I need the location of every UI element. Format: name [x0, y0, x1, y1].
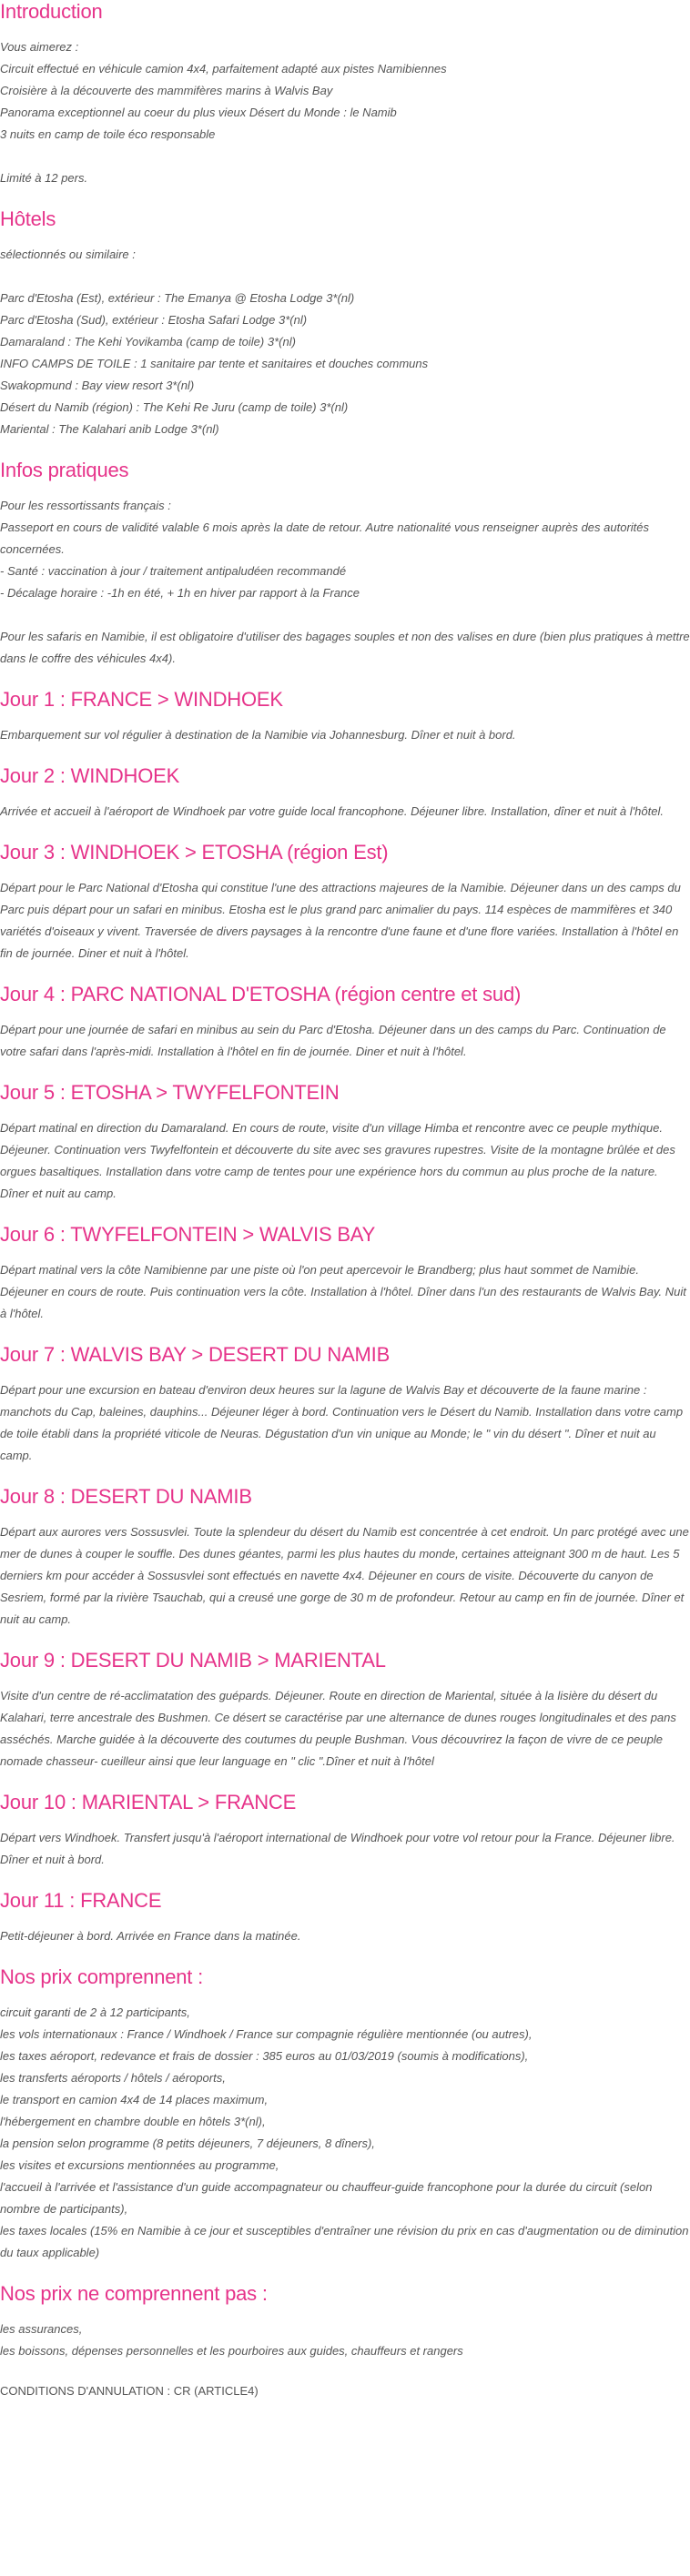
day-section: [0, 1485, 690, 1631]
day-section: [0, 983, 690, 1063]
infos-pratiques-line: Pour les safaris en Namibie, il est obligatoire d'utiliser des bagages souples et non des valises en dure (bien plus pratiques à mettre dans le coffre des véhicules 4x4).: [0, 630, 690, 665]
day-title: Jour 6 : TWYFELFONTEIN > WALVIS BAY: [0, 1223, 376, 1246]
infos-pratiques-line: Pour les ressortissants français :: [0, 499, 171, 512]
hotels-line: Parc d'Etosha (Est), extérieur : The Emanya @ Etosha Lodge 3*(nl): [0, 291, 355, 305]
prices-include-line: les taxes aéroport, redevance et frais de dossier : 385 euros au 01/03/2019 (soumis à modifications),: [0, 2049, 529, 2063]
prices-include-line: l'hébergement en chambre double en hôtels 3*(nl),: [0, 2115, 266, 2128]
prices-include-line: les vols internationaux : France / Windhoek / France sur compagnie régulière mentionnée (ou autres),: [0, 2027, 533, 2041]
day-title: Jour 2 : WINDHOEK: [0, 764, 180, 787]
introduction-body: [0, 36, 690, 189]
introduction-line: Vous aimerez :: [0, 40, 79, 54]
day-description: Visite d'un centre de ré-acclimatation des guépards. Déjeuner. Route en direction de Mariental, située à la lisière du désert du Kalahari, terre ancestrale des Bushmen. Ce désert se caractérise par une alternance de dunes rouges longitudinales et des pans asséchés. Marche guidée à la découverte des coutumes du peuple Bushman. Vous découvrirez la façon de vivre de ce peuple nomade chasseur- cueilleur ainsi que leur language en " clic ".Dîner et nuit à l'hôtel: [0, 1689, 676, 1768]
hotels-line: Damaraland : The Kehi Yovikamba (camp de toile) 3*(nl): [0, 335, 296, 349]
infos-pratiques-line: - Santé : vaccination à jour / traitement antipaludéen recommandé: [0, 564, 347, 578]
day-description: Départ vers Windhoek. Transfert jusqu'à l'aéroport international de Windhoek pour votre vol retour pour la France. Déjeuner libre. Dîner et nuit à bord.: [0, 1831, 675, 1866]
day-title: Jour 10 : MARIENTAL > FRANCE: [0, 1791, 297, 1813]
prices-include-line: circuit garanti de 2 à 12 participants,: [0, 2005, 190, 2019]
day-section: [0, 688, 690, 746]
prices-include-body: [0, 2002, 690, 2264]
day-section: [0, 1791, 690, 1871]
prices-include-line: la pension selon programme (8 petits déjeuners, 7 déjeuners, 8 dîners),: [0, 2137, 375, 2150]
hotels-line: sélectionnés ou similaire :: [0, 247, 136, 261]
day-section: [0, 764, 690, 823]
prices-include-line: les transferts aéroports / hôtels / aéroports,: [0, 2071, 226, 2085]
prices-exclude-line: les boissons, dépenses personnelles et les pourboires aux guides, chauffeurs et rangers: [0, 2344, 463, 2358]
introduction-line: 3 nuits en camp de toile éco responsable: [0, 127, 216, 141]
hotels-line: Swakopmund : Bay view resort 3*(nl): [0, 379, 195, 392]
day-title: Jour 1 : FRANCE > WINDHOEK: [0, 688, 283, 711]
day-description: Départ pour une excursion en bateau d'environ deux heures sur la lagune de Walvis Bay et découverte de la faune marine : manchots du Cap, baleines, dauphins... Déjeuner léger à bord. Continuation vers le Désert du Namib. Installation dans votre camp de toile établi dans la propriété viticole de Neuras. Dégustation d'un vin unique au Monde; le " vin du désert ". Dîner et nuit au camp.: [0, 1383, 684, 1462]
hotels-title: Hôtels: [0, 207, 56, 230]
day-title: Jour 3 : WINDHOEK > ETOSHA (région Est): [0, 841, 389, 864]
day-title: Jour 11 : FRANCE: [0, 1889, 162, 1912]
hotels-line: Parc d'Etosha (Sud), extérieur : Etosha Safari Lodge 3*(nl): [0, 313, 308, 327]
day-section: [0, 1889, 690, 1947]
introduction-line: Circuit effectué en véhicule camion 4x4, parfaitement adapté aux pistes Namibiennes: [0, 62, 447, 76]
hotels-line: Désert du Namib (région) : The Kehi Re Juru (camp de toile) 3*(nl): [0, 400, 349, 414]
day-title: Jour 8 : DESERT DU NAMIB: [0, 1485, 252, 1508]
prices-exclude-section: [0, 2282, 690, 2362]
day-section: [0, 841, 690, 965]
day-title: Jour 9 : DESERT DU NAMIB > MARIENTAL: [0, 1649, 386, 1672]
blank-line: [0, 266, 690, 288]
hotels-body: [0, 244, 690, 440]
day-description: Arrivée et accueil à l'aéroport de Windhoek par votre guide local francophone. Déjeuner libre. Installation, dîner et nuit à l'hôtel.: [0, 804, 664, 818]
infos-pratiques-title: Infos pratiques: [0, 459, 129, 481]
prices-exclude-line: les assurances,: [0, 2322, 83, 2336]
infos-pratiques-line: - Décalage horaire : -1h en été, + 1h en hiver par rapport à la France: [0, 586, 360, 600]
introduction-line: Limité à 12 pers.: [0, 171, 88, 185]
infos-pratiques-body: [0, 495, 690, 670]
prices-include-line: les taxes locales (15% en Namibie à ce jour et susceptibles d'entraîner une révision du prix en cas d'augmentation ou de diminution du taux applicable): [0, 2224, 689, 2259]
day-description: Embarquement sur vol régulier à destination de la Namibie via Johannesburg. Dîner et nuit à bord.: [0, 728, 516, 742]
day-section: [0, 1343, 690, 1467]
prices-include-title: Nos prix comprennent :: [0, 1965, 204, 1988]
cancellation-conditions: CONDITIONS D'ANNULATION : CR (ARTICLE4): [0, 2384, 259, 2398]
day-title: Jour 7 : WALVIS BAY > DESERT DU NAMIB: [0, 1343, 391, 1366]
hotels-line: Mariental : The Kalahari anib Lodge 3*(nl): [0, 422, 219, 436]
day-description: Départ matinal en direction du Damaraland. En cours de route, visite d'un village Himba et rencontre avec ce peuple mythique. Déjeuner. Continuation vers Twyfelfontein et découverte du site avec ses gravures rupestres. Visite de la montagne brûlée et des orgues basaltiques. Installation dans votre camp de tentes pour une expérience hors du commun au plus proche de la nature. Dîner et nuit au camp.: [0, 1121, 675, 1200]
blank-line: [0, 604, 690, 626]
day-section: [0, 1223, 690, 1325]
day-description: Petit-déjeuner à bord. Arrivée en France dans la matinée.: [0, 1929, 301, 1943]
prices-include-line: l'accueil à l'arrivée et l'assistance d'un guide accompagnateur ou chauffeur-guide francophone pour la durée du circuit (selon nombre de participants),: [0, 2180, 653, 2216]
day-section: [0, 1081, 690, 1205]
day-description: Départ matinal vers la côte Namibienne par une piste où l'on peut apercevoir le Brandberg; plus haut sommet de Namibie. Déjeuner en cours de route. Puis continuation vers la côte. Installation à l'hôtel. Dîner dans l'un des restaurants de Walvis Bay. Nuit à l'hôtel.: [0, 1263, 686, 1320]
infos-pratiques-line: Passeport en cours de validité valable 6 mois après la date de retour. Autre nationalité vous renseigner auprès des autorités concernées.: [0, 520, 650, 556]
blank-line: [0, 146, 690, 167]
day-title: Jour 4 : PARC NATIONAL D'ETOSHA (région centre et sud): [0, 983, 522, 1005]
day-title: Jour 5 : ETOSHA > TWYFELFONTEIN: [0, 1081, 340, 1104]
prices-include-line: le transport en camion 4x4 de 14 places maximum,: [0, 2093, 269, 2106]
day-description: Départ aux aurores vers Sossusvlei. Toute la splendeur du désert du Namib est concentrée à cet endroit. Un parc protégé avec une mer de dunes à couper le souffle. Des dunes géantes, parmi les plus hautes du monde, certaines atteignant 300 m de haut. Les 5 derniers km pour accéder à Sossusvlei sont effectués en navette 4x4. Déjeuner en cours de visite. Découverte du canyon de Sesriem, formé par la rivière Tsauchab, qui a creusé une gorge de 30 m de profondeur. Retour au camp en fin de journée. Dîner et nuit au camp.: [0, 1525, 689, 1626]
prices-exclude-title: Nos prix ne comprennent pas :: [0, 2282, 268, 2305]
introduction-line: Panorama exceptionnel au coeur du plus vieux Désert du Monde : le Namib: [0, 106, 397, 119]
day-description: Départ pour une journée de safari en minibus au sein du Parc d'Etosha. Déjeuner dans un des camps du Parc. Continuation de votre safari dans l'après-midi. Installation à l'hôtel en fin de journée. Diner et nuit à l'hôtel.: [0, 1023, 666, 1058]
prices-exclude-body: [0, 2318, 690, 2362]
hotels-section: [0, 207, 690, 440]
introduction-line: Croisière à la découverte des mammifères marins à Walvis Bay: [0, 84, 333, 97]
hotels-line: INFO CAMPS DE TOILE : 1 sanitaire par tente et sanitaires et douches communs: [0, 357, 429, 370]
infos-pratiques-section: [0, 459, 690, 670]
introduction-title: Introduction: [0, 0, 103, 23]
introduction-section: [0, 0, 690, 189]
day-section: [0, 1649, 690, 1773]
day-description: Départ pour le Parc National d'Etosha qui constitue l'une des attractions majeures de la Namibie. Déjeuner dans un des camps du Parc puis départ pour un safari en minibus. Etosha est le plus grand parc animalier du pays. 114 espèces de mammifères et 340 variétés d'oiseaux y vivent. Traversée de divers paysages à la rencontre d'une faune et d'une flore variées. Installation à l'hôtel en fin de journée. Diner et nuit à l'hôtel.: [0, 881, 681, 960]
prices-include-line: les visites et excursions mentionnées au programme,: [0, 2158, 279, 2172]
prices-include-section: [0, 1965, 690, 2264]
